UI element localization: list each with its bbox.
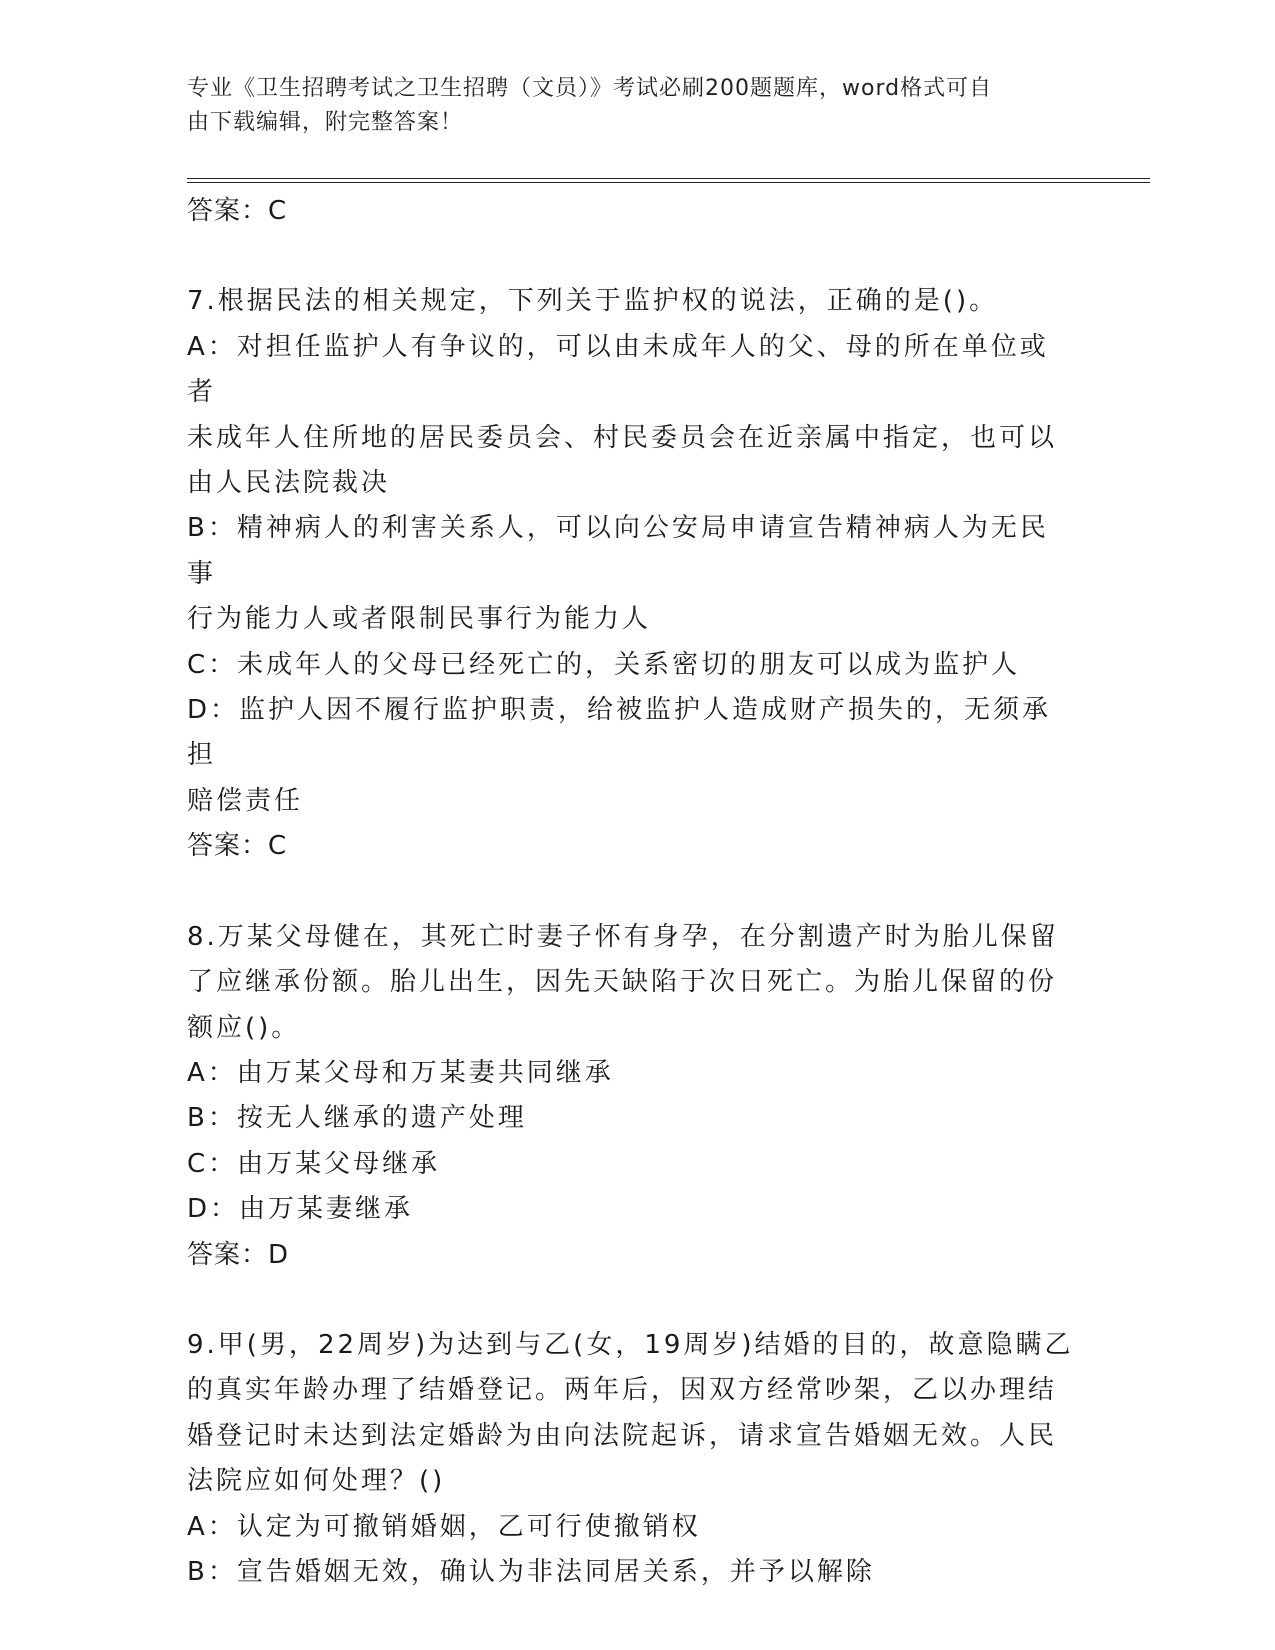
question-stem-line: 了应继承份额。胎儿出生，因先天缺陷于次日死亡。为胎儿保留的份 [187, 967, 1058, 998]
answer-7: 答案：C [187, 831, 288, 862]
question-stem-line: 8.万某父母健在，其死亡时妻子怀有身孕，在分割遗产时为胎儿保留 [187, 921, 1059, 952]
option-d-line: D：监护人因不履行监护职责，给被监护人造成财产损失的，无须承担 [187, 695, 1052, 771]
question-stem-line: 婚登记时未达到法定婚龄为由向法院起诉，请求宣告婚姻无效。人民 [187, 1420, 1058, 1451]
header-line-1: 专业《卫生招聘考试之卫生招聘（文员）》考试必刷200题题库，word格式可自 [187, 76, 993, 101]
option-b-line: 行为能力人或者限制民事行为能力人 [187, 604, 652, 635]
question-stem-line: 额应()。 [187, 1012, 301, 1043]
option-b-line: B：宣告婚姻无效，确认为非法同居关系，并予以解除 [187, 1556, 875, 1587]
spacer [187, 234, 1077, 279]
option-a-line: A：由万某父母和万某妻共同继承 [187, 1057, 614, 1088]
spacer [187, 1278, 1077, 1323]
document-body [187, 189, 1077, 1595]
question-stem-line: 7.根据民法的相关规定，下列关于监护权的说法，正确的是()。 [187, 286, 999, 317]
question-9 [187, 1323, 1077, 1595]
header-line-2: 由下载编辑，附完整答案！ [187, 110, 464, 135]
option-b-line: B：精神病人的利害关系人，可以向公安局申请宣告精神病人为无民事 [187, 513, 1049, 589]
option-a-line: A：认定为可撤销婚姻，乙可行使撤销权 [187, 1511, 701, 1542]
option-c-line: C：未成年人的父母已经死亡的，关系密切的朋友可以成为监护人 [187, 649, 1021, 680]
header-rule-top [187, 178, 1150, 179]
option-a-line: 由人民法院裁决 [187, 468, 391, 499]
spacer [187, 870, 1077, 915]
answer-8: 答案：D [187, 1239, 290, 1270]
option-a-line: A：对担任监护人有争议的，可以由未成年人的父、母的所在单位或者 [187, 331, 1049, 408]
previous-answer: 答案：C [187, 196, 288, 226]
option-a-line: 未成年人住所地的居民委员会、村民委员会在近亲属中指定，也可以 [187, 422, 1058, 453]
question-7 [187, 279, 1077, 869]
option-d-line: D：由万某妻继承 [187, 1194, 414, 1225]
option-b-line: B：按无人继承的遗产处理 [187, 1103, 527, 1134]
question-stem-line: 的真实年龄办理了结婚登记。两年后，因双方经常吵架，乙以办理结 [187, 1375, 1058, 1406]
document-header [187, 72, 1067, 140]
option-d-line: 赔偿责任 [187, 785, 304, 816]
header-rule-bottom [187, 182, 1150, 183]
question-stem-line: 9.甲(男，22周岁)为达到与乙(女，19周岁)结婚的目的，故意隐瞒乙 [187, 1329, 1074, 1360]
option-c-line: C：由万某父母继承 [187, 1148, 441, 1179]
question-8 [187, 915, 1077, 1278]
question-stem-line: 法院应如何处理？() [187, 1466, 446, 1497]
